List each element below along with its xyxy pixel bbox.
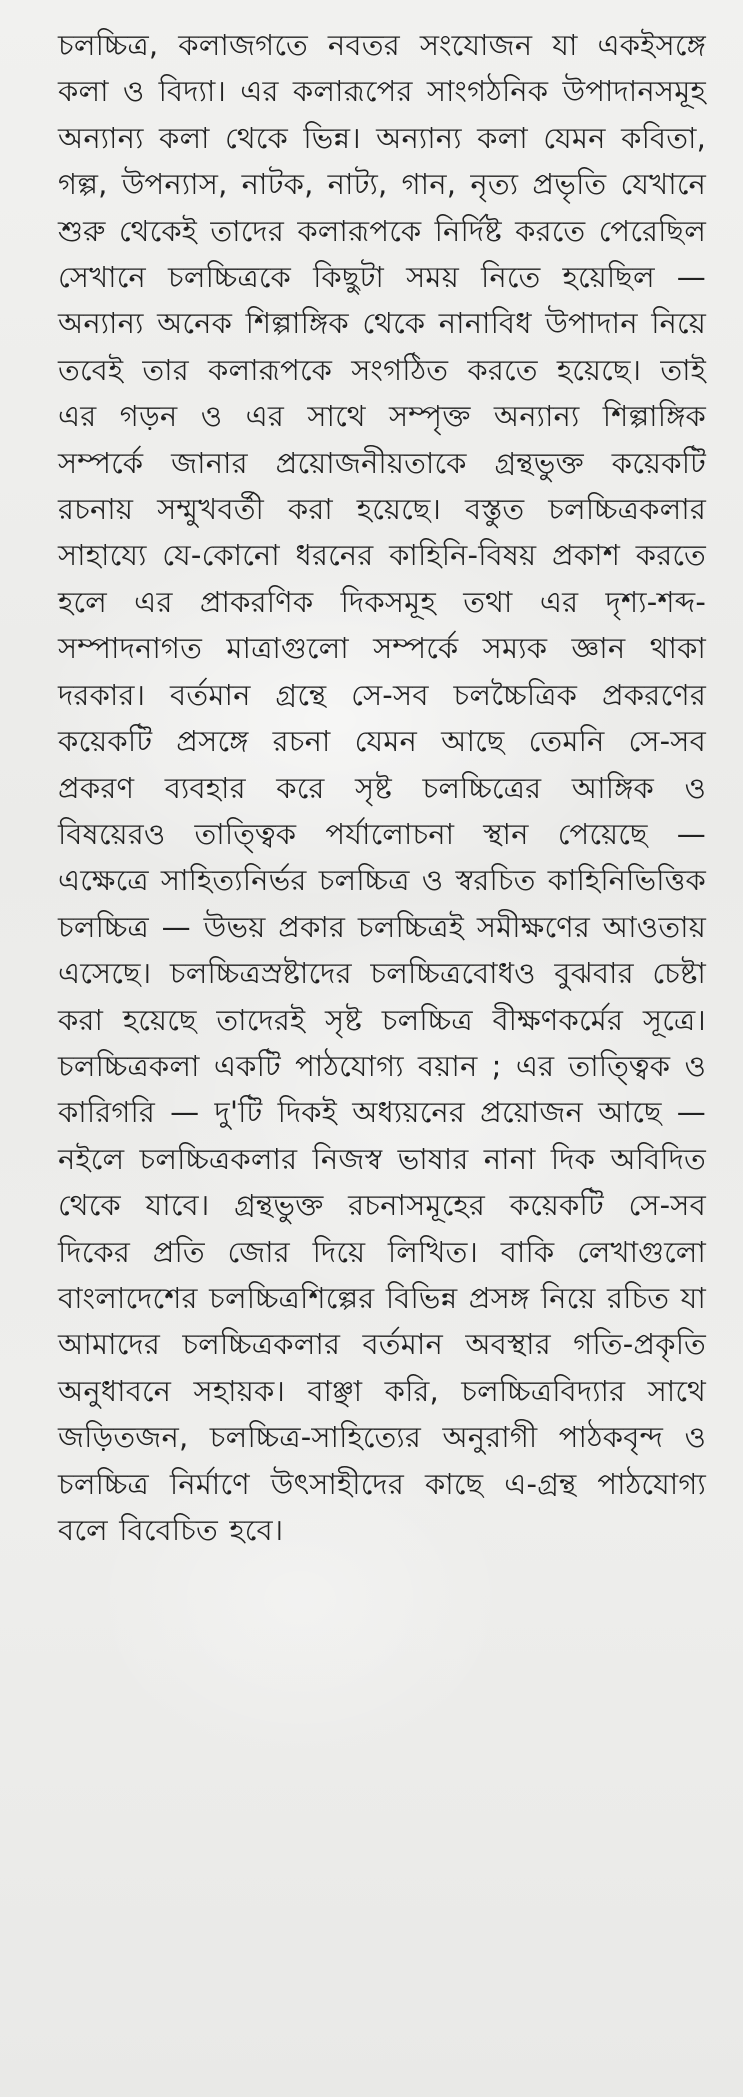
body-paragraph: চলচ্চিত্র, কলাজগতে নবতর সংযোজন যা একইসঙ্গে কলা ও বিদ্যা। এর কলারূপের সাংগঠনিক উপাদানসমূহ অন্যান্য কলা থেকে ভিন্ন। অন্যান্য কলা যেমন কবিতা, গল্প, উপন্যাস, নাটক, নাট্য, গান, নৃত্য প্রভৃতি যেখানে শুরু থেকেই তাদের কলারূপকে নির্দিষ্ট করতে পেরেছিল সেখানে চলচ্চিত্রকে কিছুটা সময় নিতে হয়েছিল — অন্যান্য অনেক শিল্পাঙ্গিক থেকে নানাবিধ উপাদান নিয়ে তবেই তার কলারূপকে সংগঠিত করতে হয়েছে। তাই এর গড়ন ও এর সাথে সম্পৃক্ত অন্যান্য শিল্পাঙ্গিক সম্পর্কে জানার প্রয়োজনীয়তাকে গ্রন্থভুক্ত কয়েকটি রচনায় সম্মুখবর্তী করা হয়েছে। বস্তুত চলচ্চিত্রকলার সাহায্যে যে-কোনো ধরনের কাহিনি-বিষয় প্রকাশ করতে হলে এর প্রাকরণিক দিকসমূহ তথা এর দৃশ্য-শব্দ-সম্পাদনাগত মাত্রাগুলো সম্পর্কে সম্যক জ্ঞান থাকা দরকার। বর্তমান গ্রন্থে সে-সব চলচ্চৈত্রিক প্রকরণের কয়েকটি প্রসঙ্গে রচনা যেমন আছে তেমনি সে-সব প্রকরণ ব্যবহার করে সৃষ্ট চলচ্চিত্রের আঙ্গিক ও বিষয়েরও তাত্ত্বিক পর্যালোচনা স্থান পেয়েছে — এক্ষেত্রে সাহিত্যনির্ভর চলচ্চিত্র ও স্বরচিত কাহিনিভিত্তিক চলচ্চিত্র — উভয় প্রকার চলচ্চিত্রই সমীক্ষণের আওতায় এসেছে। চলচ্চিত্রস্রষ্টাদের চলচ্চিত্রবোধও বুঝবার চেষ্টা করা হয়েছে তাদেরই সৃষ্ট চলচ্চিত্র বীক্ষণকর্মের সূত্রে। চলচ্চিত্রকলা একটি পাঠযোগ্য বয়ান ; এর তাত্ত্বিক ও কারিগরি — দু'টি দিকই অধ্যয়নের প্রয়োজন আছে — নইলে চলচ্চিত্রকলার নিজস্ব ভাষার নানা দিক অবিদিত থেকে যাবে। গ্রন্থভুক্ত রচনাসমূহের কয়েকটি সে-সব দিকের প্রতি জোর দিয়ে লিখিত। বাকি লেখাগুলো বাংলাদেশের চলচ্চিত্রশিল্পের বিভিন্ন প্রসঙ্গ নিয়ে রচিত যা আমাদের চলচ্চিত্রকলার বর্তমান অবস্থার গতি-প্রকৃতি অনুধাবনে সহায়ক। বাঞ্ছা করি, চলচ্চিত্রবিদ্যার সাথে জড়িতজন, চলচ্চিত্র-সাহিত্যের অনুরাগী পাঠকবৃন্দ ও চলচ্চিত্র নির্মাণে উৎসাহীদের কাছে এ-গ্রন্থ পাঠযোগ্য বলে বিবেচিত হবে। xyxy=(58,28,706,1547)
